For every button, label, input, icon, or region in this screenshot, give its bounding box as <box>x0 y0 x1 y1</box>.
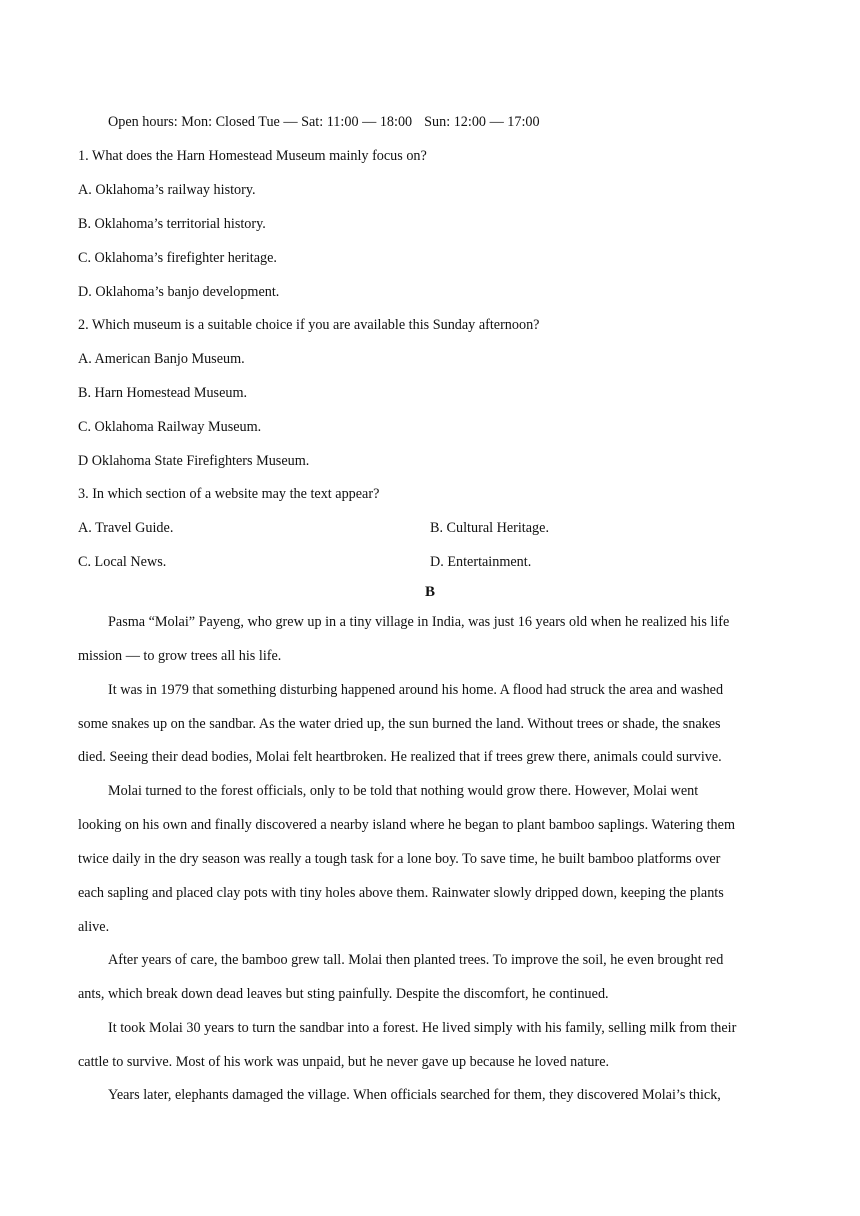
passage-line: twice daily in the dry season was really a tough task for a lone boy. To save time, he built bamboo platforms over <box>78 851 721 867</box>
question-3-option-d: D. Entertainment. <box>430 554 532 570</box>
question-2-option-c: C. Oklahoma Railway Museum. <box>78 419 262 435</box>
question-3-option-b: B. Cultural Heritage. <box>430 520 549 536</box>
passage-line: It took Molai 30 years to turn the sandbar into a forest. He lived simply with his family, selling milk from their <box>108 1020 737 1036</box>
passage-line: some snakes up on the sandbar. As the water dried up, the sun burned the land. Without trees or shade, the snakes <box>78 716 721 732</box>
question-1-option-c: C. Oklahoma’s firefighter heritage. <box>78 250 277 266</box>
question-1-option-b: B. Oklahoma’s territorial history. <box>78 216 266 232</box>
open-hours-sunday: Sun: 12:00 — 17:00 <box>424 114 540 130</box>
question-1-option-d: D. Oklahoma’s banjo development. <box>78 284 280 300</box>
question-1-stem: 1. What does the Harn Homestead Museum mainly focus on? <box>78 148 427 164</box>
question-2-stem: 2. Which museum is a suitable choice if you are available this Sunday afternoon? <box>78 317 540 333</box>
question-3-stem: 3. In which section of a website may the text appear? <box>78 486 380 502</box>
question-2-option-d: D Oklahoma State Firefighters Museum. <box>78 453 310 469</box>
question-3-option-c: C. Local News. <box>78 554 167 570</box>
question-2-option-b: B. Harn Homestead Museum. <box>78 385 248 401</box>
passage-line: ants, which break down dead leaves but sting painfully. Despite the discomfort, he continued. <box>78 986 609 1002</box>
passage-line: Pasma “Molai” Payeng, who grew up in a tiny village in India, was just 16 years old when he realized his life <box>108 614 730 630</box>
passage-line: looking on his own and finally discovered a nearby island where he began to plant bamboo saplings. Watering them <box>78 817 735 833</box>
passage-line: Molai turned to the forest officials, only to be told that nothing would grow there. However, Molai went <box>108 783 699 799</box>
passage-line: After years of care, the bamboo grew tall. Molai then planted trees. To improve the soil, he even brought red <box>108 952 724 968</box>
passage-line: alive. <box>78 919 110 935</box>
open-hours-weekdays: Open hours: Mon: Closed Tue — Sat: 11:00 — 18:00 <box>108 114 413 130</box>
passage-line: cattle to survive. Most of his work was unpaid, but he never gave up because he loved nature. <box>78 1054 610 1070</box>
question-1-option-a: A. Oklahoma’s railway history. <box>78 182 256 198</box>
passage-line: died. Seeing their dead bodies, Molai felt heartbroken. He realized that if trees grew there, animals could survive. <box>78 749 722 765</box>
passage-line: each sapling and placed clay pots with tiny holes above them. Rainwater slowly dripped down, keeping the plants <box>78 885 724 901</box>
question-3-option-a: A. Travel Guide. <box>78 520 174 536</box>
passage-line: Years later, elephants damaged the village. When officials searched for them, they discovered Molai’s thick, <box>108 1087 721 1103</box>
section-b-heading: B <box>424 584 435 600</box>
question-2-option-a: A. American Banjo Museum. <box>78 351 245 367</box>
passage-line: mission — to grow trees all his life. <box>78 648 282 664</box>
passage-line: It was in 1979 that something disturbing happened around his home. A flood had struck the area and washed <box>108 682 724 698</box>
open-hours-line <box>108 113 540 131</box>
